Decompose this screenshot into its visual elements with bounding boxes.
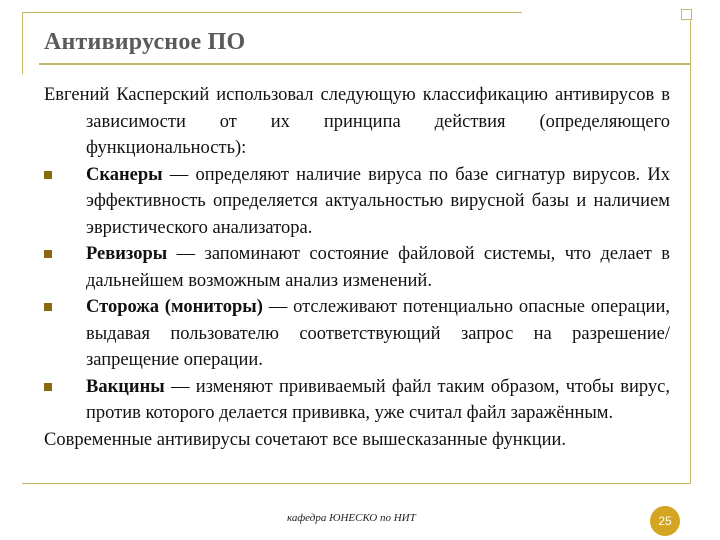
frame-line-right: [690, 14, 691, 484]
frame-corner-square: [681, 9, 692, 20]
frame-line-bottom: [22, 483, 691, 484]
item-term: Сторожа (мониторы): [86, 297, 263, 317]
square-bullet-icon: [44, 303, 52, 311]
square-bullet-icon: [44, 383, 52, 391]
item-text: — запоминают состояние файловой системы, что делает в дальнейшем возможным анализ изменений.: [86, 244, 670, 291]
list-item-auditors: [44, 241, 670, 294]
title-underline: [39, 63, 691, 65]
conclusion-paragraph: Современные антивирусы сочетают все вышесказанные функции.: [44, 429, 567, 450]
square-bullet-icon: [44, 171, 52, 179]
footer-text: кафедра ЮНЕСКО по НИТ: [287, 512, 416, 524]
frame-line-left: [22, 12, 23, 74]
list-item-vaccines: [44, 374, 670, 427]
page-number-badge: 25: [650, 506, 680, 536]
item-term: Ревизоры: [86, 244, 168, 264]
intro-paragraph: Евгений Касперский использовал следующую классификацию антивирусов в зависимости от их принципа действия (определяющего функциональность):: [44, 85, 670, 158]
item-term: Вакцины: [86, 376, 165, 397]
slide-title: Антивирусное ПО: [44, 29, 246, 55]
list-item-monitors: [44, 294, 670, 374]
square-bullet-icon: [44, 250, 52, 258]
item-text: — определяют наличие вируса по базе сигнатур вирусов. Их эффективность определяется актуальностью вирусной базы и наличием эвристического анализатора.: [86, 164, 670, 238]
frame-line-top: [22, 12, 522, 13]
list-item-scanners: [44, 162, 670, 242]
item-text: — отслеживают потенциально опасные операции, выдавая пользователю соответствующий запрос на разрешение/запрещение операции.: [86, 297, 670, 370]
item-text: — изменяют прививаемый файл таким образом, чтобы вирус, против которого делается прививка, уже считал файл заражённым.: [86, 376, 670, 423]
item-term: Сканеры: [86, 164, 163, 185]
slide-content: [44, 82, 670, 453]
